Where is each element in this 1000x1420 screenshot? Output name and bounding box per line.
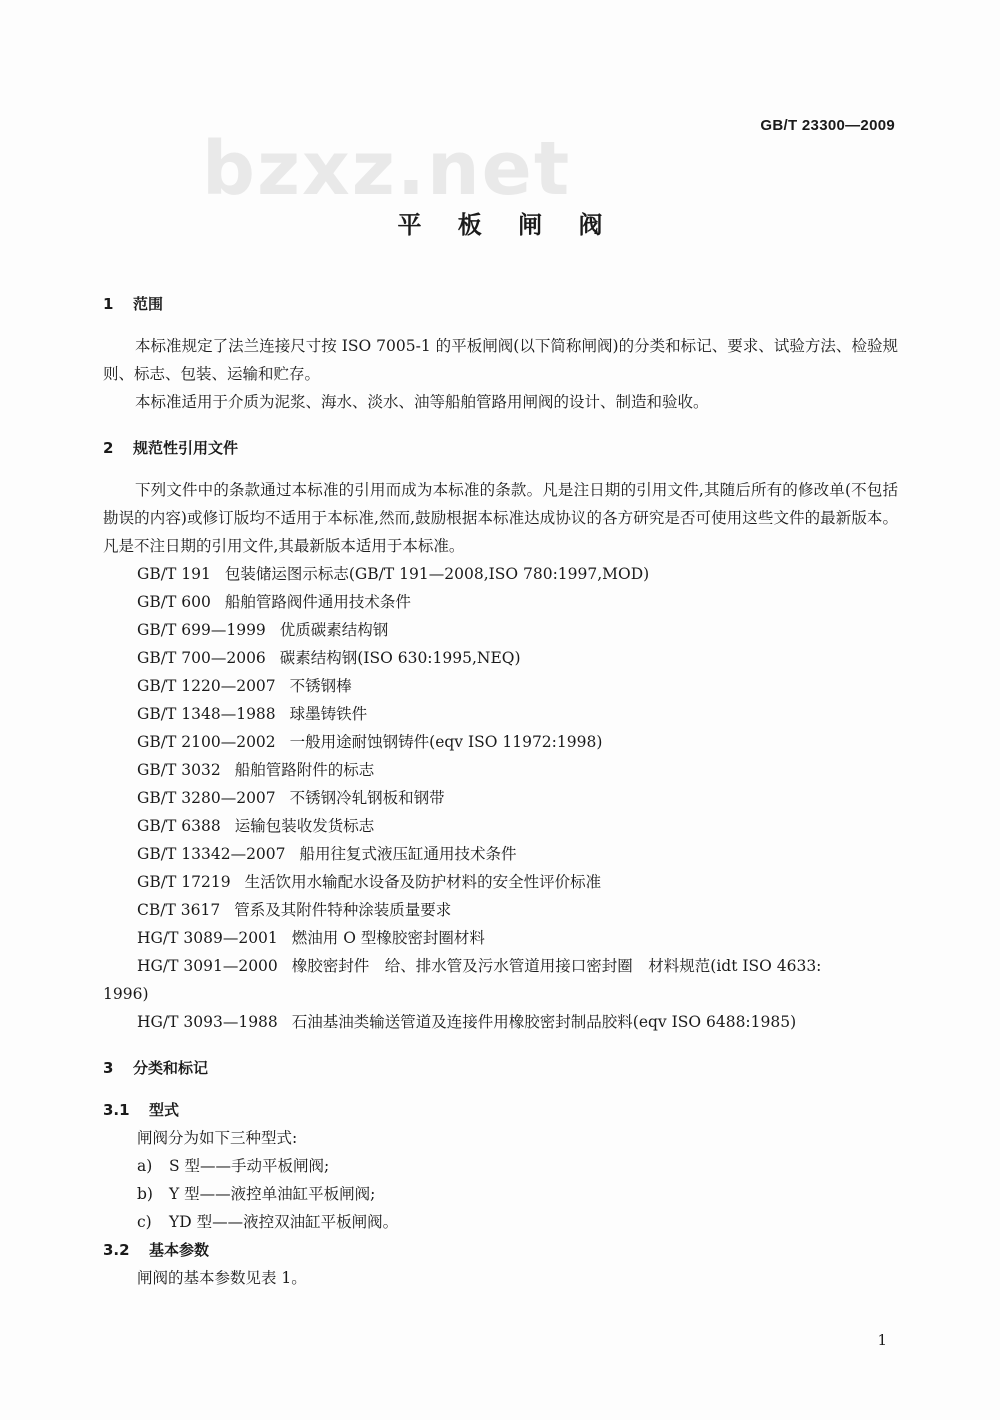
reference-title: 船舶管路附件的标志 (234, 761, 375, 779)
subsection-3-2-heading (103, 1236, 898, 1264)
section-2-heading (103, 434, 898, 462)
reference-code: HG/T 3091—2000 (137, 957, 278, 975)
list-text: Y 型——液控单油缸平板闸阀; (169, 1185, 376, 1203)
types-intro: 闸阀分为如下三种型式: (137, 1129, 298, 1147)
reference-item (103, 840, 898, 868)
reference-title: 不锈钢棒 (289, 677, 352, 695)
basic-parameters-text: 闸阀的基本参数见表 1。 (137, 1269, 307, 1287)
standard-number: GB/T 23300—2009 (760, 117, 895, 134)
reference-item (103, 896, 898, 924)
reference-title: 不锈钢冷轧钢板和钢带 (289, 789, 445, 807)
reference-item (103, 952, 898, 1008)
reference-title: 管系及其附件特种涂装质量要求 (234, 901, 452, 919)
document-title: 平 板 闸 阀 (397, 211, 617, 239)
reference-title: 石油基油类输送管道及连接件用橡胶密封制品胶料(eqv ISO 6488:1985) (291, 1013, 797, 1031)
reference-code: HG/T 3089—2001 (137, 929, 278, 947)
list-text: YD 型——液控双油缸平板闸阀。 (169, 1213, 399, 1231)
reference-code: GB/T 3280—2007 (137, 789, 276, 807)
reference-code: HG/T 3093—1988 (137, 1013, 278, 1031)
reference-title: 船舶管路阀件通用技术条件 (224, 593, 411, 611)
list-item (103, 1152, 898, 1180)
reference-item (103, 644, 898, 672)
reference-item (103, 728, 898, 756)
reference-code: GB/T 700—2006 (137, 649, 266, 667)
reference-item (103, 784, 898, 812)
references-intro: 下列文件中的条款通过本标准的引用而成为本标准的条款。凡是注日期的引用文件,其随后所有的修改单(不包括勘误的内容)或修订版均不适用于本标准,然而,鼓励根据本标准达成协议的各方研究是否可使用这些文件的最新版本。凡是不注日期的引用文件,其最新版本适用于本标准。 (103, 481, 898, 555)
reference-title-continuation: 1996) (103, 985, 149, 1003)
reference-item (103, 924, 898, 952)
list-marker: c) (137, 1213, 152, 1231)
reference-code: GB/T 699—1999 (137, 621, 266, 639)
reference-title: 生活饮用水输配水设备及防护材料的安全性评价标准 (244, 873, 602, 891)
subsection-title: 型式 (149, 1101, 180, 1119)
reference-title: 运输包装收发货标志 (234, 817, 375, 835)
list-text: S 型——手动平板闸阀; (169, 1157, 330, 1175)
subsection-3-1-heading (103, 1096, 898, 1124)
reference-title: 优质碳素结构钢 (279, 621, 389, 639)
reference-code: GB/T 1220—2007 (137, 677, 276, 695)
subsection-number: 3.2 (103, 1241, 130, 1259)
reference-item (103, 812, 898, 840)
reference-item (103, 560, 898, 588)
section-number: 3 (103, 1059, 114, 1077)
scope-paragraph-2: 本标准适用于介质为泥浆、海水、淡水、油等船舶管路用闸阀的设计、制造和验收。 (135, 393, 709, 411)
reference-item (103, 588, 898, 616)
list-marker: b) (137, 1185, 153, 1203)
reference-item (103, 1008, 898, 1036)
reference-code: GB/T 1348—1988 (137, 705, 276, 723)
watermark: bzxz.net (202, 126, 572, 212)
reference-title: 船用往复式液压缸通用技术条件 (299, 845, 517, 863)
section-1-heading (103, 290, 898, 318)
reference-code: GB/T 13342—2007 (137, 845, 286, 863)
reference-item (103, 700, 898, 728)
reference-title: 燃油用 O 型橡胶密封圈材料 (291, 929, 485, 947)
subsection-number: 3.1 (103, 1101, 130, 1119)
section-number: 2 (103, 439, 114, 457)
page-number: 1 (877, 1331, 887, 1349)
reference-code: GB/T 3032 (137, 761, 221, 779)
reference-item (103, 756, 898, 784)
reference-code: GB/T 600 (137, 593, 211, 611)
section-number: 1 (103, 295, 114, 313)
reference-list (103, 560, 898, 1036)
section-title: 分类和标记 (133, 1059, 209, 1077)
section-title: 规范性引用文件 (133, 439, 239, 457)
section-title: 范围 (133, 295, 164, 313)
reference-code: GB/T 6388 (137, 817, 221, 835)
scope-paragraph-1: 本标准规定了法兰连接尺寸按 ISO 7005-1 的平板闸阀(以下简称闸阀)的分类和标记、要求、试验方法、检验规则、标志、包装、运输和贮存。 (103, 337, 898, 383)
reference-item (103, 616, 898, 644)
reference-item (103, 672, 898, 700)
reference-title: 包装储运图示标志(GB/T 191—2008,ISO 780:1997,MOD) (224, 565, 650, 583)
reference-code: GB/T 2100—2002 (137, 733, 276, 751)
reference-code: GB/T 191 (137, 565, 211, 583)
reference-code: CB/T 3617 (137, 901, 221, 919)
list-item (103, 1208, 898, 1236)
list-marker: a) (137, 1157, 153, 1175)
reference-title: 碳素结构钢(ISO 630:1995,NEQ) (279, 649, 521, 667)
reference-item (103, 868, 898, 896)
section-3-heading (103, 1054, 898, 1082)
reference-title: 橡胶密封件 给、排水管及污水管道用接口密封圈 材料规范(idt ISO 4633: (291, 957, 822, 975)
reference-title: 球墨铸铁件 (289, 705, 368, 723)
subsection-title: 基本参数 (149, 1241, 210, 1259)
reference-code: GB/T 17219 (137, 873, 231, 891)
document-body (103, 290, 898, 1292)
reference-title: 一般用途耐蚀钢铸件(eqv ISO 11972:1998) (289, 733, 603, 751)
list-item (103, 1180, 898, 1208)
